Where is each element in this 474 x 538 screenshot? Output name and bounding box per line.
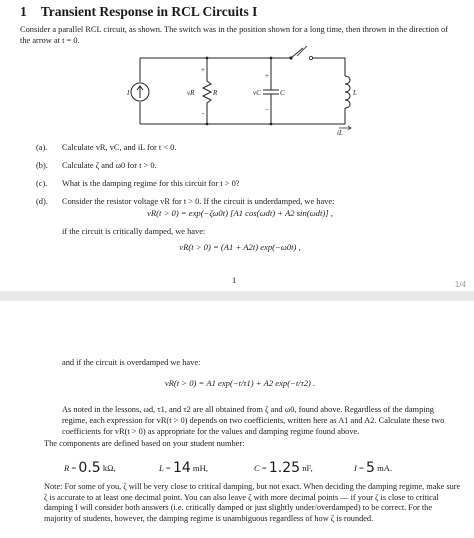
critical-intro: if the circuit is critically damped, we have: <box>62 227 206 236</box>
capacitor <box>263 90 279 94</box>
component-i: I = 5 mA. <box>354 460 393 476</box>
switch-blade <box>291 48 303 58</box>
resistor-plus: + <box>201 66 205 74</box>
question-label: (d). <box>36 197 48 206</box>
equation-underdamped: vR(t > 0) = exp(−ζω0t) [A1 cos(ωdt) + A2 sin(ωdt)] , <box>147 208 333 218</box>
bottom-wire <box>140 108 345 124</box>
question-text: What is the damping regime for this circuit for t > 0? <box>62 179 240 188</box>
question-label: (c). <box>36 179 48 188</box>
capacitor-label: C <box>280 89 285 97</box>
component-name: R <box>64 463 70 473</box>
final-note: Note: For some of you, ζ will be very close to critical damping, but not exact. When deciding the damping regime, make sure ζ is accurate to at least one decimal point. You can also leave ζ with more decimal points — if your ζ is close to critical damping I will consider both answers (i.e. critically damped or just slightly under/overdamped) to be correct. For the majority of students, however, the damping regime is unambiguous regardless of how ζ is rounded. <box>44 482 461 523</box>
component-unit: nF, <box>302 463 313 473</box>
equation-critical: vR(t > 0) = (A1 + A2t) exp(−ω0t) , <box>179 242 301 252</box>
component-unit: kΩ, <box>102 463 116 473</box>
component-name: L <box>159 463 164 473</box>
component-value-handwritten: 14 <box>172 460 191 476</box>
question-text: Consider the resistor voltage vR for t > 0. If the circuit is underdamped, we have: <box>62 197 335 206</box>
capacitor-voltage-label: vC <box>253 89 261 97</box>
capacitor-minus: − <box>265 106 269 114</box>
component-c: C = 1.25 nF, <box>254 460 313 476</box>
component-value-handwritten: 0.5 <box>78 460 101 476</box>
components-intro: The components are defined based on your student number: <box>44 439 245 448</box>
intro-paragraph: Consider a parallel RCL circuit, as shown. The switch was in the position shown for a long time, then thrown in the direction of the arrow at t = 0. <box>20 25 448 45</box>
resistor-label: R <box>213 89 218 97</box>
rcl-circuit-diagram <box>115 46 365 138</box>
question-list <box>36 142 456 214</box>
question-text: Calculate vR, vC, and iL for t < 0. <box>62 143 177 152</box>
component-l: L = 14 mH, <box>159 460 208 476</box>
question-c <box>36 178 456 189</box>
resistor-minus: − <box>201 110 205 118</box>
question-text: Calculate ζ and ω0 for t > 0. <box>62 161 157 170</box>
component-value-handwritten: 1.25 <box>268 460 301 476</box>
question-a <box>36 142 456 153</box>
resistor-voltage-label: vR <box>187 89 195 97</box>
component-value-handwritten: 5 <box>366 460 375 476</box>
overdamped-intro: and if the circuit is overdamped we have: <box>62 358 201 367</box>
question-d <box>36 196 456 207</box>
inductor-current-label: iL <box>337 129 343 137</box>
switch-arrow <box>297 46 307 56</box>
component-name: I <box>354 463 357 473</box>
capacitor-plus: + <box>265 72 269 80</box>
equation-overdamped: vR(t > 0) = A1 exp(−t/τ1) + A2 exp(−t/τ2) . <box>164 378 316 388</box>
question-b <box>36 160 456 171</box>
source-label: I <box>127 89 130 97</box>
section-title: Transient Response in RCL Circuits I <box>40 4 258 19</box>
section-heading <box>20 4 257 20</box>
page-indicator: 1/4 <box>454 280 466 289</box>
page-footer-number: 1 <box>232 276 237 285</box>
component-unit: mA. <box>377 463 393 473</box>
question-label: (b). <box>36 161 48 170</box>
component-name: C <box>254 463 260 473</box>
inductor <box>345 76 350 108</box>
question-label: (a). <box>36 143 48 152</box>
component-r: R = 0.5 kΩ, <box>64 460 116 476</box>
component-unit: mH, <box>192 463 208 473</box>
inductor-label: L <box>353 89 357 97</box>
top-right-wire <box>311 58 345 76</box>
lesson-note: As noted in the lessons, ωd, τ1, and τ2 are all obtained from ζ and ω0, found above. Regardless of the damping regime, each expression for vR(t > 0) depends on two coefficients, written here as A1 and A2. Calculate these two coefficients for vR(t > 0) as appropriate for the values and damping regime found above. <box>62 405 445 436</box>
component-values-row <box>64 459 424 475</box>
section-number: 1 <box>20 4 27 19</box>
